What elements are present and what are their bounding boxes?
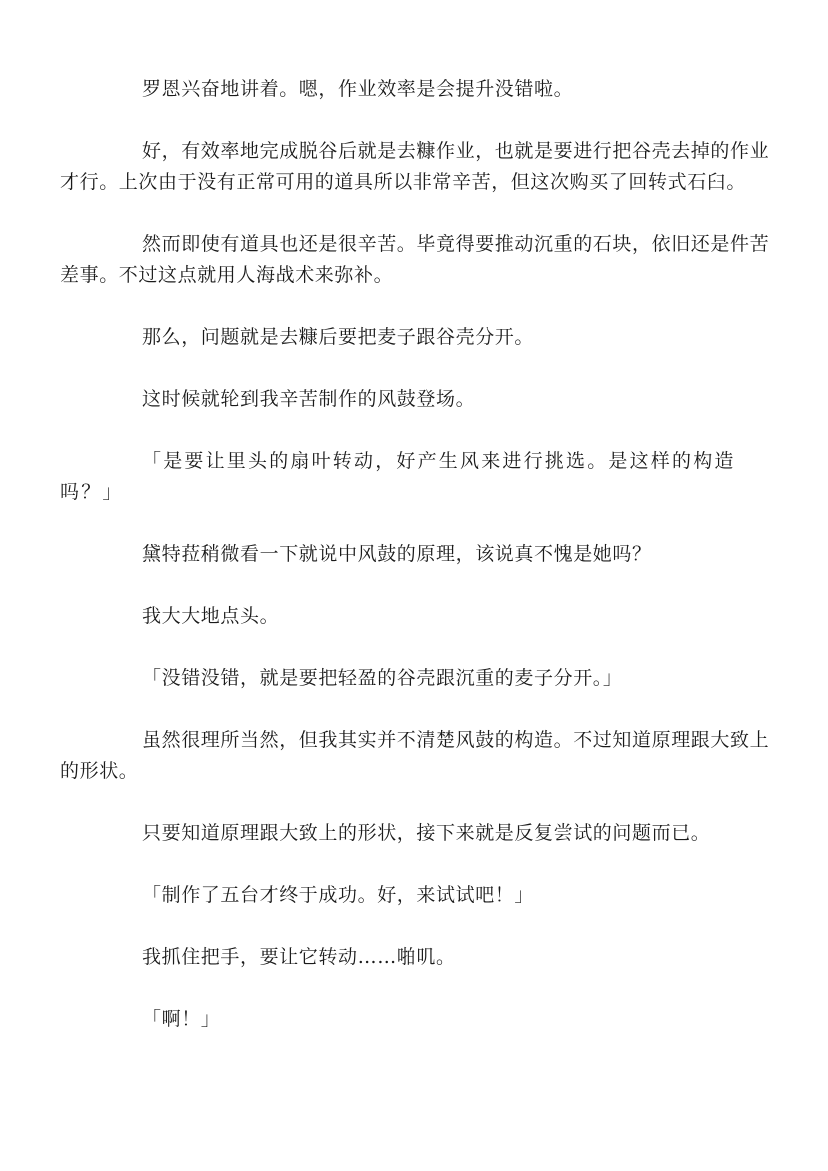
paragraph-1: 罗恩兴奋地讲着。嗯，作业效率是会提升没错啦。 [142, 78, 574, 100]
paragraph-11: 只要知道原理跟大致上的形状，接下来就是反复尝试的问题而已。 [142, 822, 711, 844]
paragraph-6: 「是要让里头的扇叶转动，好产生风来进行挑选。是这样的构造吗？」 [60, 450, 736, 503]
paragraph-7: 黛特菈稍微看一下就说中风鼓的原理，该说真不愧是她吗？ [142, 543, 652, 565]
paragraph-3: 然而即使有道具也还是很辛苦。毕竟得要推动沉重的石块，依旧还是件苦差事。不过这点就用人海战术来弥补。 [60, 233, 770, 286]
paragraph-8: 我大大地点头。 [142, 605, 280, 627]
paragraph-5: 这时候就轮到我辛苦制作的风鼓登场。 [142, 388, 476, 410]
paragraph-2: 好，有效率地完成脱谷后就是去糠作业，也就是要进行把谷壳去掉的作业才行。上次由于没有正常可用的道具所以非常辛苦，但这次购买了回转式石臼。 [60, 140, 770, 193]
paragraph-9: 「没错没错，就是要把轻盈的谷壳跟沉重的麦子分开。」 [142, 667, 623, 689]
paragraph-13: 我抓住把手，要让它转动……啪叽。 [142, 946, 456, 968]
paragraph-10: 虽然很理所当然，但我其实并不清楚风鼓的构造。不过知道原理跟大致上的形状。 [60, 729, 770, 782]
paragraph-4: 那么，问题就是去糠后要把麦子跟谷壳分开。 [142, 326, 535, 348]
paragraph-14: 「啊！」 [142, 1008, 221, 1030]
paragraph-12: 「制作了五台才终于成功。好，来试试吧！」 [142, 884, 535, 906]
document-page [60, 74, 770, 1066]
